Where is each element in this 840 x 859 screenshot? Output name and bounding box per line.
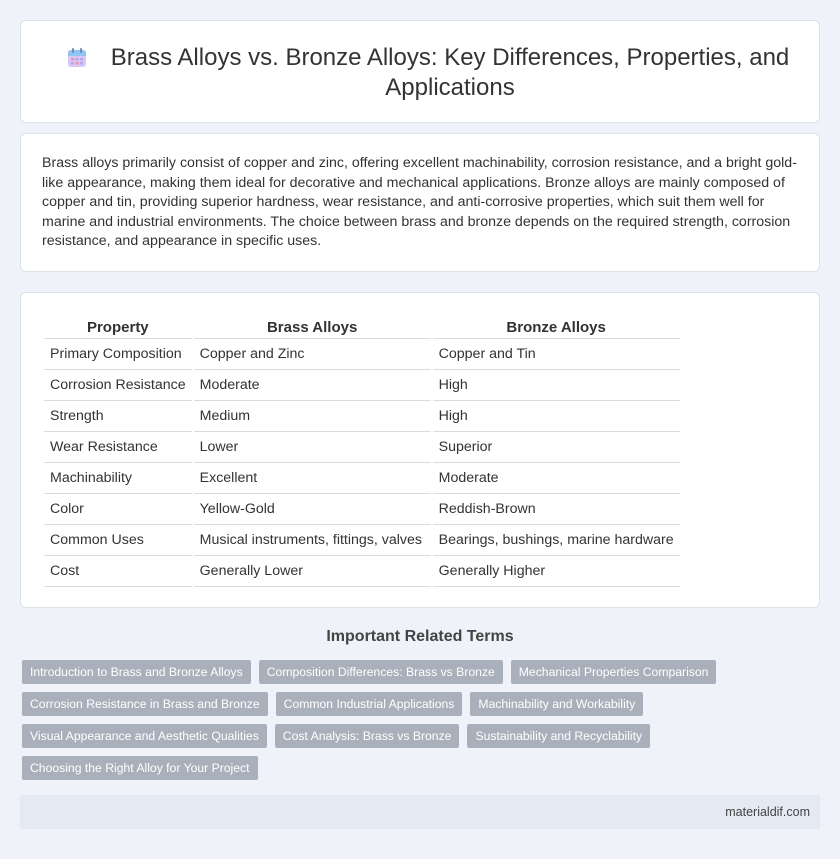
- table-cell: Wear Resistance: [44, 432, 192, 463]
- table-row: [44, 432, 680, 463]
- term-tag[interactable]: Introduction to Brass and Bronze Alloys: [22, 660, 251, 684]
- term-row: [22, 724, 722, 748]
- related-terms-heading: Important Related Terms: [326, 628, 514, 645]
- table-cell: Corrosion Resistance: [44, 370, 192, 401]
- table-header-row: [44, 313, 680, 339]
- comparison-table: [42, 313, 682, 587]
- column-header: Property: [44, 313, 192, 339]
- table-row: [44, 401, 680, 432]
- term-tag[interactable]: Cost Analysis: Brass vs Bronze: [275, 724, 460, 748]
- footer-site-name[interactable]: materialdif.com: [725, 805, 810, 819]
- term-tag[interactable]: Composition Differences: Brass vs Bronze: [259, 660, 503, 684]
- footer: [20, 795, 820, 829]
- table-cell: Superior: [433, 432, 680, 463]
- table-row: [44, 463, 680, 494]
- intro-card: [20, 133, 820, 272]
- table-cell: Color: [44, 494, 192, 525]
- table-cell: Copper and Zinc: [194, 339, 431, 370]
- table-cell: High: [433, 401, 680, 432]
- table-cell: Primary Composition: [44, 339, 192, 370]
- table-row: [44, 339, 680, 370]
- table-cell: Excellent: [194, 463, 431, 494]
- table-cell: Strength: [44, 401, 192, 432]
- table-row: [44, 525, 680, 556]
- term-tag[interactable]: Choosing the Right Alloy for Your Project: [22, 756, 258, 780]
- column-header: Bronze Alloys: [433, 313, 680, 339]
- term-tag[interactable]: Corrosion Resistance in Brass and Bronze: [22, 692, 268, 716]
- term-tag[interactable]: Sustainability and Recyclability: [467, 724, 650, 748]
- table-cell: Moderate: [433, 463, 680, 494]
- related-terms-list: [22, 660, 722, 788]
- table-row: [44, 370, 680, 401]
- term-tag[interactable]: Common Industrial Applications: [276, 692, 463, 716]
- table-cell: Bearings, bushings, marine hardware: [433, 525, 680, 556]
- term-tag[interactable]: Mechanical Properties Comparison: [511, 660, 717, 684]
- table-cell: Copper and Tin: [433, 339, 680, 370]
- table-cell: High: [433, 370, 680, 401]
- title-card: [20, 20, 820, 123]
- term-tag[interactable]: Machinability and Workability: [470, 692, 643, 716]
- table-row: [44, 494, 680, 525]
- term-row: [22, 660, 722, 684]
- table-cell: Yellow-Gold: [194, 494, 431, 525]
- table-cell: Moderate: [194, 370, 431, 401]
- term-row: [22, 692, 722, 716]
- calendar-icon: [66, 47, 88, 69]
- comparison-card: [20, 292, 820, 608]
- column-header: Brass Alloys: [194, 313, 431, 339]
- term-row: [22, 756, 722, 780]
- table-cell: Medium: [194, 401, 431, 432]
- table-cell: Common Uses: [44, 525, 192, 556]
- table-cell: Musical instruments, fittings, valves: [194, 525, 431, 556]
- term-tag[interactable]: Visual Appearance and Aesthetic Qualities: [22, 724, 267, 748]
- page-title: Brass Alloys vs. Bronze Alloys: Key Differences, Properties, and Applications: [110, 44, 790, 101]
- table-cell: Generally Higher: [433, 556, 680, 587]
- table-cell: Lower: [194, 432, 431, 463]
- table-cell: Generally Lower: [194, 556, 431, 587]
- table-cell: Reddish-Brown: [433, 494, 680, 525]
- table-cell: Cost: [44, 556, 192, 587]
- intro-paragraph: Brass alloys primarily consist of copper and zinc, offering excellent machinability, corrosion resistance, and a bright gold-like appearance, making them ideal for decorative and mechanical applications. Bronze alloys are mainly composed of copper and tin, providing superior hardness, wear resistance, and anti-corrosive properties, which suit them well for marine and industrial environments. The choice between brass and bronze depends on the required strength, corrosion resistance, and appearance in specific uses.: [42, 155, 797, 250]
- table-cell: Machinability: [44, 463, 192, 494]
- table-row: [44, 556, 680, 587]
